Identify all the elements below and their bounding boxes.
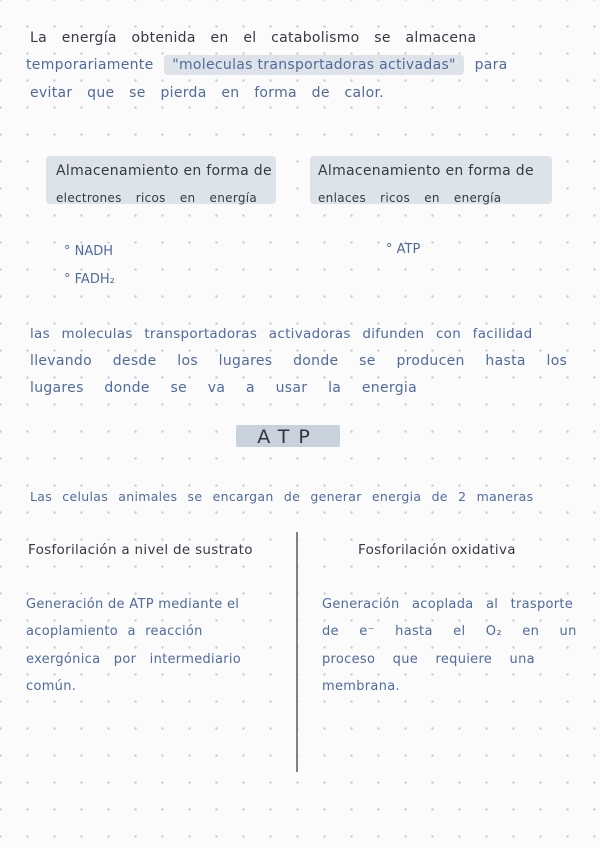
method-oxidative-line-1: Generación acoplada al trasporte: [322, 597, 574, 612]
storage-box-bonds-title: Almacenamiento en forma de: [318, 163, 534, 179]
bullet-text: NADH: [74, 244, 114, 259]
bullet-icon: °: [64, 272, 71, 287]
bullet-icon: °: [386, 242, 393, 257]
highlighted-term: "moleculas transportadoras activadas": [164, 55, 464, 75]
list-item: [64, 272, 115, 287]
column-divider: [296, 532, 298, 772]
method-substrate-line-4: común.: [26, 679, 77, 694]
method-title-oxidative: Fosforilación oxidativa: [358, 542, 516, 558]
intro-line-2: [26, 57, 508, 73]
method-substrate-line-2: acoplamiento a reacción: [26, 624, 203, 639]
intro-line-1: La energía obtenida en el catabolismo se almacena: [30, 30, 477, 46]
list-item: [64, 244, 113, 259]
bullet-text: ATP: [396, 242, 421, 257]
list-item: [386, 242, 420, 257]
intro-line-2-end: para: [474, 57, 508, 73]
method-title-substrate: Fosforilación a nivel de sustrato: [28, 542, 253, 558]
storage-box-bonds-subtitle: enlaces ricos en energía: [318, 191, 502, 205]
intro-line-2-start: temporariamente: [26, 57, 154, 73]
method-oxidative-line-3: proceso que requiere una: [322, 652, 535, 667]
intro-line-3: evitar que se pierda en forma de calor.: [30, 85, 384, 101]
diffusion-line-3: lugares donde se va a usar la energia: [30, 380, 417, 396]
bullet-text: FADH₂: [74, 272, 115, 287]
diffusion-line-1: las moleculas transportadoras activadoras difunden con facilidad: [30, 326, 533, 342]
method-substrate-line-3: exergónica por intermediario: [26, 652, 242, 667]
method-oxidative-line-2: de e⁻ hasta el O₂ en un: [322, 624, 577, 639]
generation-intro: Las celulas animales se encargan de generar energia de 2 maneras: [30, 489, 534, 504]
method-substrate-line-1: Generación de ATP mediante el: [26, 597, 240, 612]
section-title-atp: ATP: [236, 425, 340, 447]
method-oxidative-line-4: membrana.: [322, 679, 400, 694]
bullet-icon: °: [64, 244, 71, 259]
diffusion-line-2: llevando desde los lugares donde se producen hasta los: [30, 353, 568, 369]
storage-box-electrons-title: Almacenamiento en forma de: [56, 163, 272, 179]
storage-box-electrons-subtitle: electrones ricos en energía: [56, 191, 258, 205]
